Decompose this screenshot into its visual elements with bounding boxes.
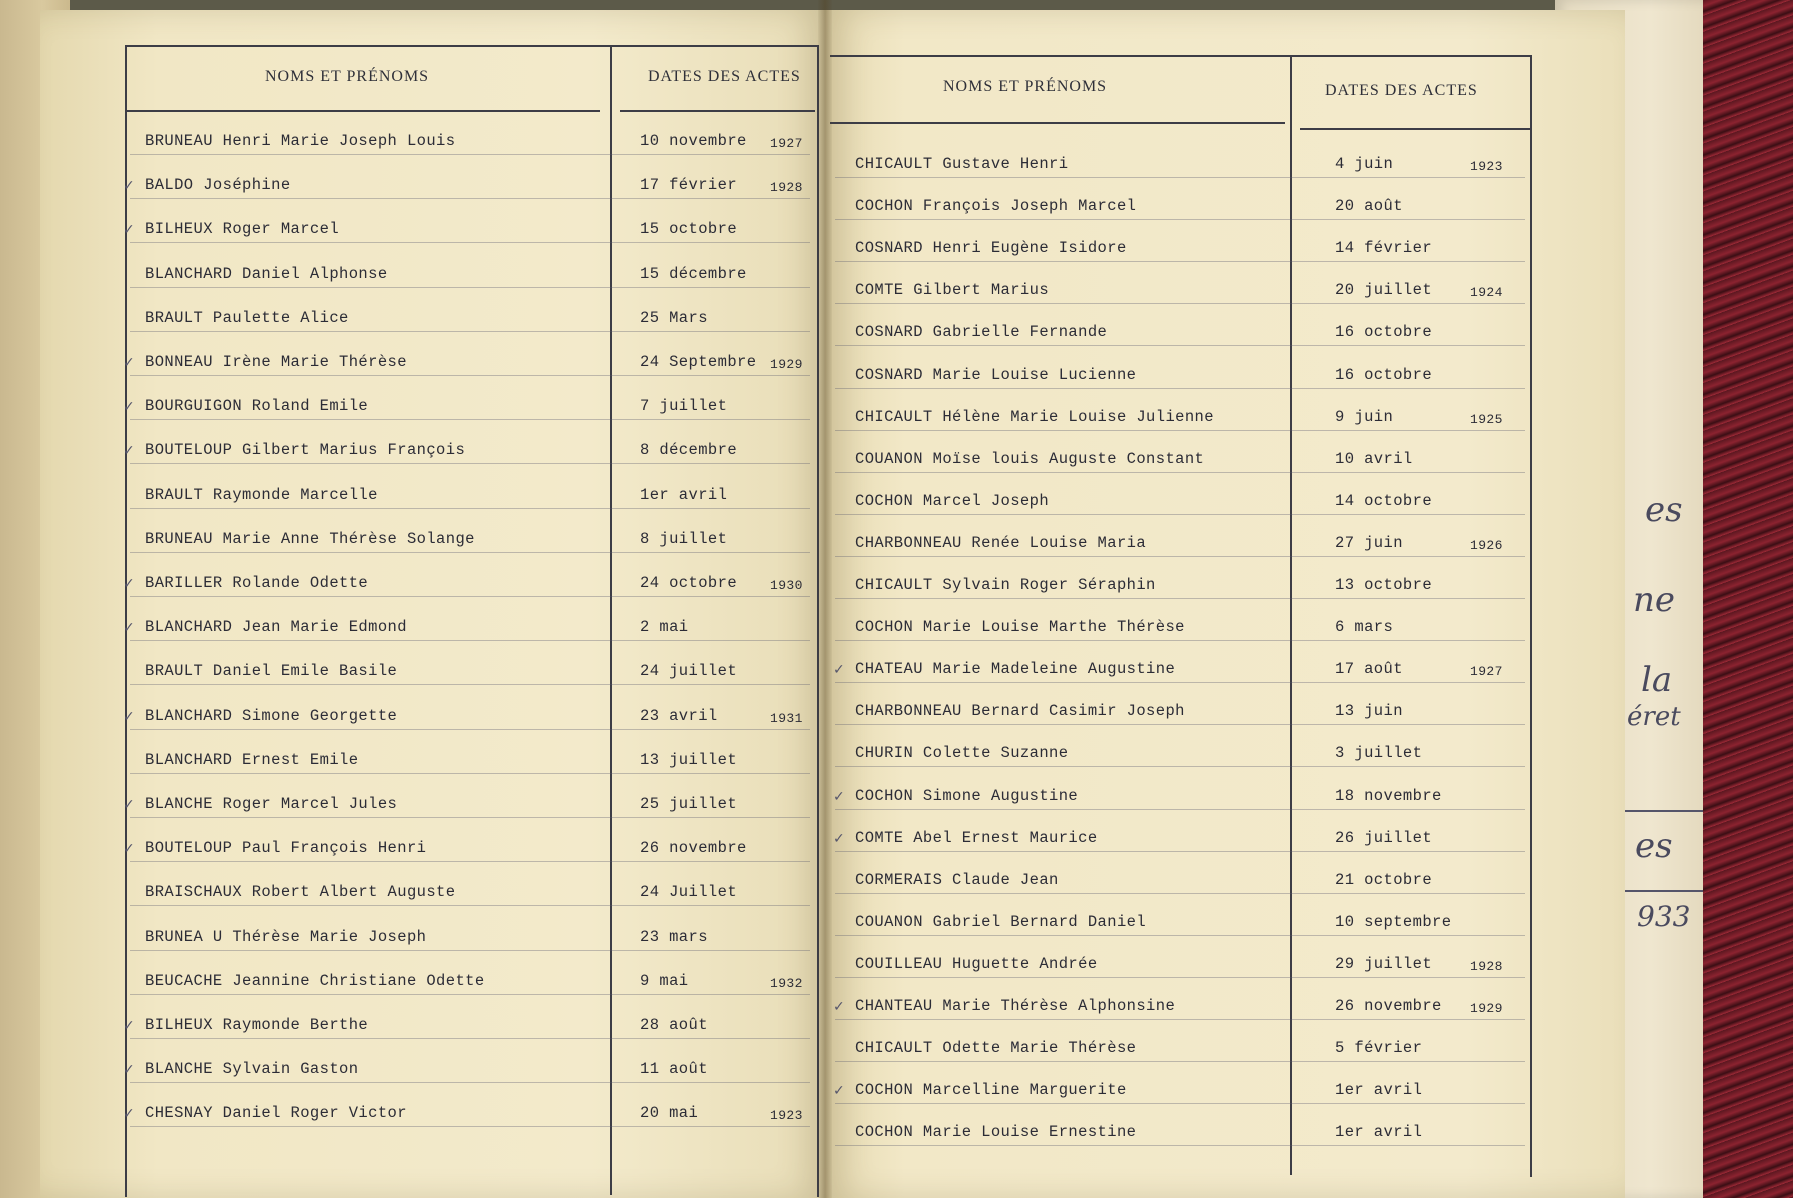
entry-date: 5 février <box>1335 1039 1423 1058</box>
entry-date: 24 juillet <box>640 662 738 681</box>
entry-name: CHICAULT Hélène Marie Louise Julienne <box>855 407 1214 426</box>
row-rule <box>835 219 1525 220</box>
row-rule <box>835 1019 1525 1020</box>
row-rule <box>130 154 810 155</box>
entry-name: BRAISCHAUX Robert Albert Auguste <box>145 883 456 902</box>
register-entry <box>145 662 805 684</box>
entry-date: 8 juillet <box>640 529 728 548</box>
entry-date: 29 juillet <box>1335 954 1433 973</box>
entry-name: COCHON Marcelline Marguerite <box>855 1081 1127 1100</box>
register-entry <box>855 239 1525 261</box>
row-rule <box>130 640 810 641</box>
register-entry <box>145 618 805 640</box>
entry-date: 9 juin <box>1335 407 1394 426</box>
entry-name: BRUNEA U Thérèse Marie Joseph <box>145 927 427 946</box>
row-rule <box>130 508 810 509</box>
entry-name: COMTE Gilbert Marius <box>855 281 1050 300</box>
row-rule <box>130 463 810 464</box>
entry-date: 14 février <box>1335 239 1433 258</box>
entry-date: 9 mai <box>640 971 689 990</box>
entry-name: BLANCHE Sylvain Gaston <box>145 1060 359 1079</box>
margin-note: la <box>1641 660 1673 700</box>
entry-name: BARILLER Rolande Odette <box>145 574 369 592</box>
entry-date: 24 Septembre <box>640 353 757 371</box>
check-mark-icon: ✓ <box>833 830 845 847</box>
entry-name: BRUNEAU Marie Anne Thérèse Solange <box>145 529 475 548</box>
entry-date: 20 juillet <box>1335 281 1433 300</box>
entry-name: BOURGUIGON Roland Emile <box>145 397 369 416</box>
entry-date: 24 octobre <box>640 574 738 592</box>
entry-name: BLANCHARD Simone Georgette <box>145 706 398 725</box>
register-entry <box>855 955 1525 977</box>
register-entry <box>855 913 1525 935</box>
entry-date: 27 juin <box>1335 533 1403 552</box>
entry-date: 26 novembre <box>1335 997 1442 1015</box>
entry-name: CHICAULT Sylvain Roger Séraphin <box>855 576 1156 594</box>
entry-date: 26 novembre <box>640 839 747 858</box>
entry-name: COCHON Marie Louise Marthe Thérèse <box>855 618 1185 637</box>
entry-name: COMTE Abel Ernest Maurice <box>855 828 1098 847</box>
register-entry <box>145 220 805 242</box>
entry-date: 3 juillet <box>1335 744 1423 763</box>
right-dates-header: DATES DES ACTES <box>1325 82 1478 99</box>
row-rule <box>130 905 810 906</box>
register-entry <box>855 997 1525 1019</box>
row-rule <box>835 1061 1525 1062</box>
register-entry <box>855 660 1525 682</box>
entry-date: 20 août <box>1335 197 1403 216</box>
entry-year: 1923 <box>770 1108 803 1124</box>
register-entry <box>855 492 1525 514</box>
entry-date: 23 avril <box>640 706 718 725</box>
register-entry <box>145 928 805 950</box>
check-mark-icon: ✓ <box>123 1106 135 1123</box>
register-entry <box>855 1039 1525 1061</box>
entry-date: 28 août <box>640 1016 708 1034</box>
entry-name: CHICAULT Odette Marie Thérèse <box>855 1039 1137 1058</box>
entry-name: CHICAULT Gustave Henri <box>855 155 1069 173</box>
check-mark-icon: ✓ <box>833 999 845 1015</box>
row-rule <box>835 682 1525 683</box>
left-page <box>40 10 825 1198</box>
row-rule <box>835 977 1525 978</box>
entry-name: COCHON Marcel Joseph <box>855 491 1050 510</box>
left-dates-header: DATES DES ACTES <box>648 68 801 85</box>
entry-date: 16 octobre <box>1335 365 1433 384</box>
entry-date: 14 octobre <box>1335 491 1433 510</box>
row-rule <box>130 287 810 288</box>
entry-name: BLANCHARD Ernest Emile <box>145 750 359 769</box>
entry-year: 1930 <box>770 578 803 593</box>
book-gutter <box>818 0 832 1198</box>
row-rule <box>835 388 1525 389</box>
register-entry <box>855 829 1525 851</box>
row-rule <box>130 596 810 597</box>
entry-name: CHESNAY Daniel Roger Victor <box>145 1104 407 1123</box>
row-rule <box>130 684 810 685</box>
entry-date: 23 mars <box>640 927 708 946</box>
entry-date: 18 novembre <box>1335 786 1442 805</box>
margin-note: es <box>1635 826 1673 866</box>
row-rule <box>835 261 1525 262</box>
entry-name: BILHEUX Roger Marcel <box>145 220 340 239</box>
entry-name: BRAULT Raymonde Marcelle <box>145 485 378 504</box>
row-rule <box>130 198 810 199</box>
left-names-header: NOMS ET PRÉNOMS <box>265 68 430 85</box>
entry-year: 1925 <box>1470 411 1503 427</box>
margin-note: ne <box>1633 580 1676 620</box>
entry-date: 15 octobre <box>640 220 738 239</box>
row-rule <box>835 640 1525 641</box>
margin-note: 933 <box>1637 900 1691 933</box>
entry-name: COSNARD Gabrielle Fernande <box>855 323 1108 342</box>
check-mark-icon: ✓ <box>123 178 135 195</box>
entry-name: BEUCACHE Jeannine Christiane Odette <box>145 971 485 990</box>
row-rule <box>835 935 1525 936</box>
left-header-rule <box>620 110 815 112</box>
entry-date: 13 juin <box>1335 702 1403 721</box>
row-rule <box>835 598 1525 599</box>
entry-date: 21 octobre <box>1335 870 1433 889</box>
register-entry <box>145 1060 805 1082</box>
row-rule <box>130 242 810 243</box>
row-rule <box>130 1038 810 1039</box>
left-header-rule <box>125 110 600 112</box>
entry-name: COUANON Moïse louis Auguste Constant <box>855 449 1205 468</box>
entry-name: COUANON Gabriel Bernard Daniel <box>855 912 1147 931</box>
entry-name: CHANTEAU Marie Thérèse Alphonsine <box>855 997 1176 1015</box>
register-entry <box>145 883 805 905</box>
row-rule <box>130 817 810 818</box>
entry-name: CHATEAU Marie Madeleine Augustine <box>855 660 1176 679</box>
register-entry <box>855 576 1525 598</box>
entry-name: COSNARD Marie Louise Lucienne <box>855 365 1137 384</box>
entry-year: 1924 <box>1470 285 1503 301</box>
entry-date: 16 octobre <box>1335 323 1433 342</box>
entry-name: COCHON Marie Louise Ernestine <box>855 1123 1137 1142</box>
entry-date: 10 septembre <box>1335 912 1452 931</box>
row-rule <box>835 724 1525 725</box>
check-mark-icon: ✓ <box>833 788 845 805</box>
right-header-rule <box>830 122 1285 124</box>
entry-date: 1er avril <box>1335 1081 1423 1100</box>
entry-name: BOUTELOUP Paul François Henri <box>145 839 427 858</box>
entry-date: 1er avril <box>1335 1123 1423 1142</box>
entry-date: 6 mars <box>1335 618 1394 637</box>
register-entry <box>145 751 805 773</box>
entry-name: BLANCHE Roger Marcel Jules <box>145 795 398 813</box>
entry-name: BRAULT Paulette Alice <box>145 308 349 327</box>
row-rule <box>835 514 1525 515</box>
register-entry <box>855 155 1525 177</box>
row-rule <box>130 1082 810 1083</box>
check-mark-icon: ✓ <box>123 576 135 592</box>
row-rule <box>130 375 810 376</box>
check-mark-icon: ✓ <box>123 1062 135 1079</box>
check-mark-icon: ✓ <box>123 399 135 416</box>
row-rule <box>130 729 810 730</box>
row-rule <box>130 994 810 995</box>
register-entry <box>855 408 1525 430</box>
row-rule <box>835 430 1525 431</box>
register-entry <box>145 1104 805 1126</box>
entry-date: 25 Mars <box>640 308 708 327</box>
check-mark-icon: ✓ <box>123 620 135 637</box>
check-mark-icon: ✓ <box>123 443 135 460</box>
entry-date: 17 août <box>1335 660 1403 679</box>
entry-date: 15 décembre <box>640 264 747 283</box>
entry-year: 1927 <box>1470 664 1503 680</box>
entry-name: BALDO Joséphine <box>145 176 291 195</box>
entry-date: 25 juillet <box>640 795 738 813</box>
register-entry <box>855 1123 1525 1145</box>
register-entry <box>855 366 1525 388</box>
entry-year: 1923 <box>1470 159 1503 174</box>
row-rule <box>130 773 810 774</box>
row-rule <box>130 950 810 951</box>
entry-date: 10 novembre <box>640 132 747 150</box>
entry-year: 1927 <box>770 136 803 151</box>
entry-date: 24 Juillet <box>640 883 738 902</box>
entry-date: 2 mai <box>640 618 689 637</box>
right-names-header: NOMS ET PRÉNOMS <box>943 78 1108 95</box>
row-rule <box>835 303 1525 304</box>
entry-name: BILHEUX Raymonde Berthe <box>145 1016 369 1034</box>
entry-name: BLANCHARD Daniel Alphonse <box>145 264 388 283</box>
entry-name: COUILLEAU Huguette Andrée <box>855 954 1098 973</box>
entry-name: BRUNEAU Henri Marie Joseph Louis <box>145 132 456 150</box>
register-entry <box>855 450 1525 472</box>
register-entry <box>855 1081 1525 1103</box>
register-entry <box>145 972 805 994</box>
register-entry <box>145 530 805 552</box>
row-rule <box>835 893 1525 894</box>
row-rule <box>835 177 1525 178</box>
entry-name: BOUTELOUP Gilbert Marius François <box>145 441 466 460</box>
row-rule <box>130 861 810 862</box>
register-entry <box>855 787 1525 809</box>
row-rule <box>835 851 1525 852</box>
entry-date: 26 juillet <box>1335 828 1433 847</box>
entry-date: 13 octobre <box>1335 576 1433 594</box>
row-rule <box>835 472 1525 473</box>
register-entry <box>855 323 1525 345</box>
entry-date: 7 juillet <box>640 397 728 416</box>
register-entry <box>855 744 1525 766</box>
check-mark-icon: ✓ <box>123 797 135 813</box>
row-rule <box>130 331 810 332</box>
entry-date: 11 août <box>640 1060 708 1079</box>
check-mark-icon: ✓ <box>123 222 135 239</box>
row-rule <box>835 809 1525 810</box>
register-entry <box>855 871 1525 893</box>
entry-date: 20 mai <box>640 1104 699 1123</box>
entry-year: 1929 <box>770 357 803 372</box>
register-entry <box>855 281 1525 303</box>
entry-date: 4 juin <box>1335 155 1394 173</box>
entry-year: 1931 <box>770 710 803 726</box>
register-entry <box>145 176 805 198</box>
entry-date: 13 juillet <box>640 750 738 769</box>
row-rule <box>130 419 810 420</box>
register-entry <box>855 702 1525 724</box>
row-rule <box>835 1103 1525 1104</box>
entry-name: CHARBONNEAU Renée Louise Maria <box>855 533 1147 552</box>
row-rule <box>130 1126 810 1127</box>
entry-name: CORMERAIS Claude Jean <box>855 870 1059 889</box>
entry-date: 17 février <box>640 176 738 195</box>
row-rule <box>835 345 1525 346</box>
entry-name: COCHON François Joseph Marcel <box>855 197 1137 216</box>
check-mark-icon: ✓ <box>833 662 845 679</box>
entry-name: CHURIN Colette Suzanne <box>855 744 1069 763</box>
entry-year: 1926 <box>1470 537 1503 553</box>
entry-name: CHARBONNEAU Bernard Casimir Joseph <box>855 702 1185 721</box>
entry-year: 1928 <box>1470 958 1503 974</box>
check-mark-icon: ✓ <box>833 1083 845 1100</box>
register-entry <box>145 574 805 596</box>
check-mark-icon: ✓ <box>123 355 135 371</box>
row-rule <box>835 1145 1525 1146</box>
register-entry <box>145 132 805 154</box>
register-entry <box>145 707 805 729</box>
margin-note: es <box>1645 490 1683 530</box>
check-mark-icon: ✓ <box>123 841 135 858</box>
right-header-rule <box>1300 128 1530 130</box>
register-entry <box>855 618 1525 640</box>
row-rule <box>835 556 1525 557</box>
check-mark-icon: ✓ <box>123 1018 135 1034</box>
entry-name: COSNARD Henri Eugène Isidore <box>855 239 1127 258</box>
entry-date: 10 avril <box>1335 449 1413 468</box>
entry-name: BONNEAU Irène Marie Thérèse <box>145 353 407 371</box>
register-entry <box>145 265 805 287</box>
entry-name: BLANCHARD Jean Marie Edmond <box>145 618 407 637</box>
register-entry <box>145 309 805 331</box>
entry-date: 8 décembre <box>640 441 738 460</box>
row-rule <box>130 552 810 553</box>
register-entry <box>145 839 805 861</box>
register-entry <box>145 795 805 817</box>
register-entry <box>145 441 805 463</box>
row-rule <box>835 766 1525 767</box>
entry-date: 1er avril <box>640 485 728 504</box>
register-entry <box>145 486 805 508</box>
entry-name: COCHON Simone Augustine <box>855 786 1079 805</box>
register-entry <box>145 1016 805 1038</box>
entry-name: BRAULT Daniel Emile Basile <box>145 662 398 681</box>
register-entry <box>145 353 805 375</box>
right-page <box>825 10 1625 1198</box>
register-entry <box>145 397 805 419</box>
check-mark-icon: ✓ <box>123 708 135 725</box>
entry-year: 1932 <box>770 975 803 991</box>
entry-year: 1928 <box>770 180 803 196</box>
register-entry <box>855 534 1525 556</box>
entry-year: 1929 <box>1470 1001 1503 1016</box>
margin-note: éret <box>1627 702 1681 732</box>
register-entry <box>855 197 1525 219</box>
book-cover-red-edge <box>1703 0 1793 1198</box>
